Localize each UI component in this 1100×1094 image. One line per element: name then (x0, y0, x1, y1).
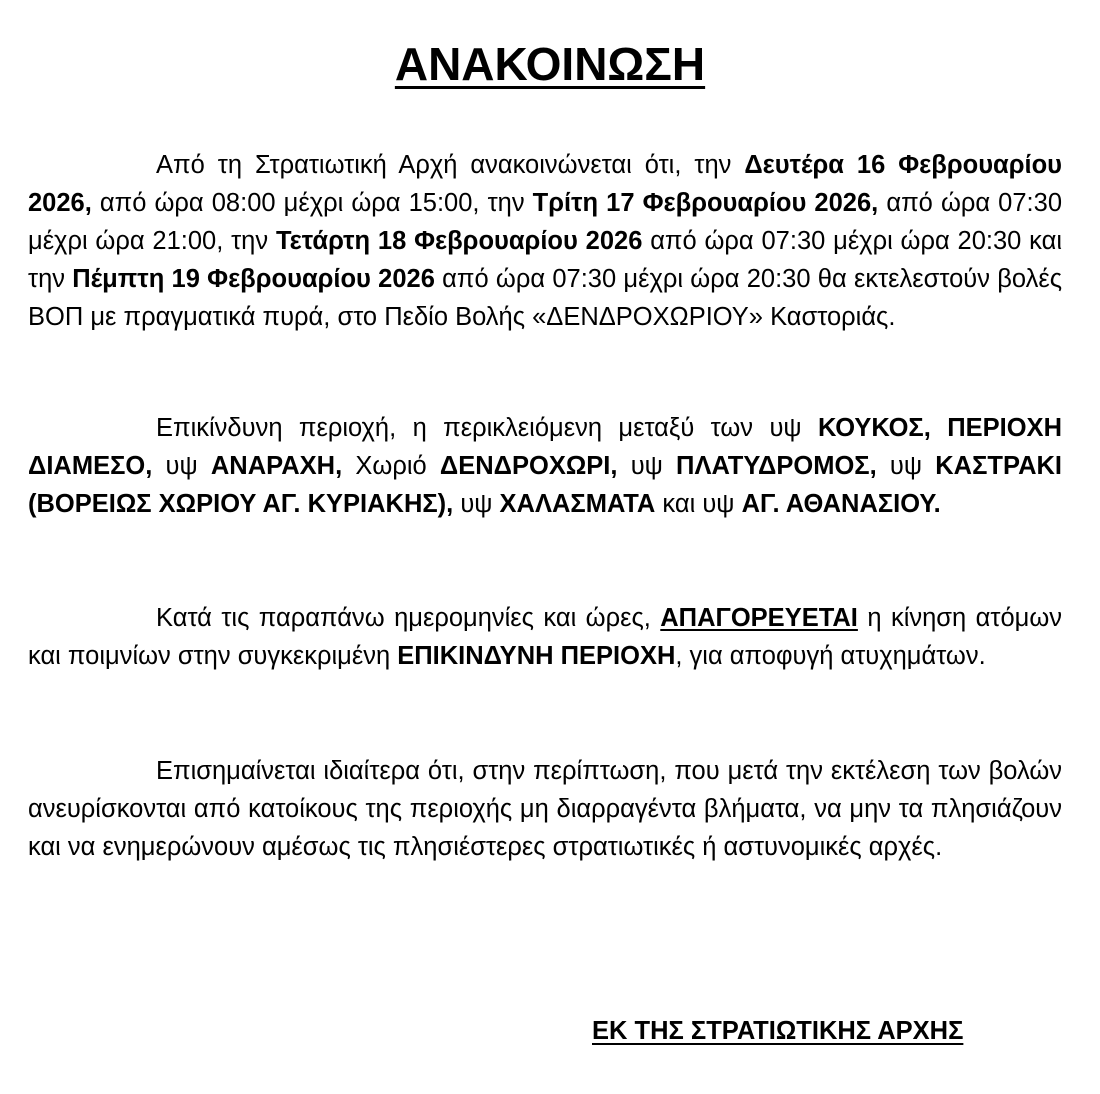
prohibition-text-1: Κατά τις παραπάνω ημερομηνίες και ώρες, (156, 604, 661, 632)
area-place-platydromos: ΠΛΑΤΥΔΡΟΜΟΣ, (676, 452, 877, 480)
area-text-1: Επικίνδυνη περιοχή, η περικλειόμενη μεταξύ των υψ (156, 414, 818, 442)
schedule-date-tuesday: Τρίτη 17 Φεβρουαρίου 2026, (532, 189, 879, 217)
area-text-5: υψ (876, 452, 936, 480)
schedule-date-thursday: Πέμπτη 19 Φεβρουαρίου 2026 (72, 265, 435, 293)
area-text-6: υψ (453, 490, 500, 518)
page-title (0, 34, 1100, 94)
schedule-text-5: από ώρα 07:30 μέχρι ώρα 20:30 θα εκτελεστούν βολές ΒΟΠ με πραγματικά πυρά, στο Πεδίο Βολής «ΔΕΝΔΡΟΧΩΡΙΟΥ» Καστοριάς. (28, 265, 1062, 331)
area-place-anarachi: ΑΝΑΡΑΧΗ, (210, 452, 343, 480)
prohibition-area: ΕΠΙΚΙΝΔΥΝΗ ΠΕΡΙΟΧΗ (397, 642, 676, 670)
title-text: ΑΝΑΚΟΙΝΩΣΗ (394, 38, 706, 90)
schedule-text-3: από ώρα 07:30 μέχρι ώρα 21:00, την (28, 189, 1062, 255)
schedule-text-1: Από τη Στρατιωτική Αρχή ανακοινώνεται ότι, την (156, 151, 745, 179)
schedule-text-2: από ώρα 08:00 μέχρι ώρα 15:00, την (91, 189, 533, 217)
area-text-2: υψ (152, 452, 211, 480)
area-text-4: υψ (617, 452, 677, 480)
schedule-text-4: από ώρα 07:30 μέχρι ώρα 20:30 και την (28, 227, 1062, 293)
area-text-3: Χωριό (342, 452, 440, 480)
paragraph-warning (28, 752, 1062, 866)
prohibition-text-2: η κίνηση ατόμων και ποιμνίων στην συγκεκριμένη (28, 604, 1062, 670)
area-place-kastraki: ΚΑΣΤΡΑΚΙ (ΒΟΡΕΙΩΣ ΧΩΡΙΟΥ ΑΓ. ΚΥΡΙΑΚΗΣ), (28, 452, 1063, 518)
schedule-date-monday: Δευτέρα 16 Φεβρουαρίου 2026, (28, 151, 1062, 217)
area-place-chalasmata: ΧΑΛΑΣΜΑΤΑ (499, 490, 656, 518)
paragraph-prohibition (28, 599, 1062, 675)
area-place-ag-athanasiou: ΑΓ. ΑΘΑΝΑΣΙΟΥ. (741, 490, 941, 518)
area-place-dendrochori: ΔΕΝΔΡΟΧΩΡΙ, (439, 452, 618, 480)
schedule-date-wednesday: Τετάρτη 18 Φεβρουαρίου 2026 (275, 227, 643, 255)
area-place-koukos: ΚΟΥΚΟΣ, ΠΕΡΙΟΧΗ ΔΙΑΜΕΣΟ, (28, 414, 1062, 480)
paragraph-danger-area (28, 409, 1062, 523)
signature: ΕΚ ΤΗΣ ΣΤΡΑΤΙΩΤΙΚΗΣ ΑΡΧΗΣ (592, 1017, 964, 1045)
prohibition-text-3: , για αποφυγή ατυχημάτων. (675, 642, 986, 670)
paragraph-schedule (28, 146, 1062, 336)
prohibition-keyword: ΑΠΑΓΟΡΕΥΕΤΑΙ (660, 604, 858, 632)
area-text-7: και υψ (655, 490, 742, 518)
warning-text: Επισημαίνεται ιδιαίτερα ότι, στην περίπτωση, που μετά την εκτέλεση των βολών ανευρίσκονται από κατοίκους της περιοχής μη διαρραγέντα βλήματα, να μην τα πλησιάζουν και να ενημερώνουν αμέσως τις πλησιέστερες στρατιωτικές ή αστυνομικές αρχές. (28, 757, 1062, 861)
